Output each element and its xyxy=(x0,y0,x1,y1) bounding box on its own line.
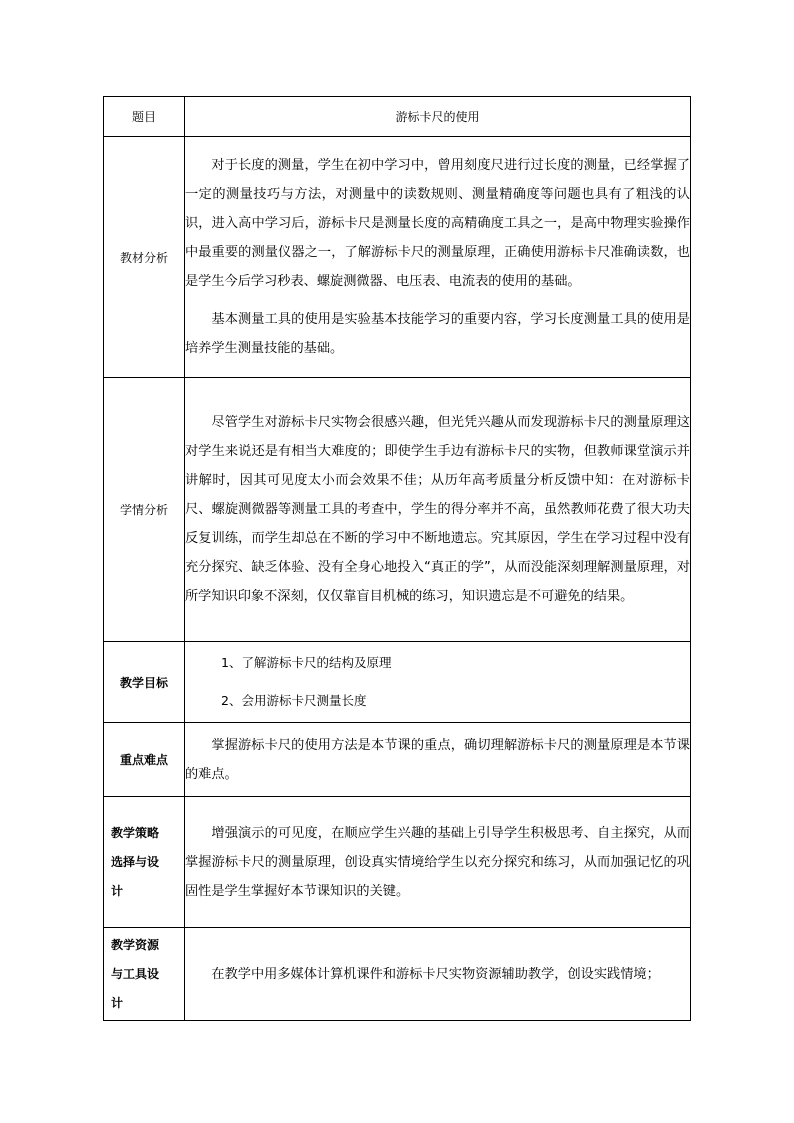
goal-item: 1、了解游标卡尺的结构及原理 xyxy=(221,655,392,670)
row-label-resources xyxy=(104,928,185,1021)
paragraph: 对于长度的测量，学生在初中学习中，曾用刻度尺进行过长度的测量，已经掌握了一定的测量技巧与方法，对测量中的读数规则、测量精确度等问题也具有了粗浅的认识，进入高中学习后，游标卡尺是测量长度的高精确度工具之一，是高中物理实验操作中最重要的测量仪器之一，了解游标卡尺的测量原理，正确使用游标卡尺准确读数，也是学生今后学习秒表、螺旋测微器、电压表、电流表的使用的基础。 xyxy=(185,158,690,289)
cell-key-difficulties xyxy=(185,723,691,797)
row-textbook-analysis xyxy=(104,137,691,378)
row-label-student-analysis: 学情分析 xyxy=(104,378,185,642)
row-teaching-goals xyxy=(104,642,691,723)
lesson-plan-table xyxy=(103,96,691,1021)
row-label-textbook-analysis: 教材分析 xyxy=(104,137,185,378)
row-label-teaching-goals: 教学目标 xyxy=(104,642,185,723)
cell-resources xyxy=(185,928,691,1021)
lesson-title: 游标卡尺的使用 xyxy=(185,97,691,137)
row-strategy xyxy=(104,797,691,928)
goal-item: 2、会用游标卡尺测量长度 xyxy=(221,693,367,708)
cell-textbook-analysis xyxy=(185,137,691,378)
paragraph: 尽管学生对游标卡尺实物会很感兴趣，但光凭兴趣从而发现游标卡尺的测量原理这对学生来说还是有相当大难度的；即使学生手边有游标卡尺的实物，但教师课堂演示并讲解时，因其可见度太小而会效果不佳；从历年高考质量分析反馈中知：在对游标卡尺、螺旋测微器等测量工具的考查中，学生的得分率并不高，虽然教师花费了很大功夫反复训练，而学生却总在不断的学习中不断地遗忘。究其原因，学生在学习过程中没有充分探究、缺乏体验、没有全身心地投入“真正的学”，从而没能深刻理解测量原理，对所学知识印象不深刻，仅仅靠盲目机械的练习，知识遗忘是不可避免的结果。 xyxy=(185,415,690,604)
row-label-text: 教学策略选择与设计 xyxy=(111,825,160,898)
row-label-strategy xyxy=(104,797,185,928)
paragraph: 增强演示的可见度，在顺应学生兴趣的基础上引导学生积极思考、自主探究，从而掌握游标卡尺的测量原理，创设真实情境给学生以充分探究和练习，从而加强记忆的巩固性是学生掌握好本节课知识的关键。 xyxy=(185,825,690,899)
paragraph: 基本测量工具的使用是实验基本技能学习的重要内容，学习长度测量工具的使用是培养学生测量技能的基础。 xyxy=(185,312,690,356)
row-label-key-difficulties: 重点难点 xyxy=(104,723,185,797)
cell-teaching-goals xyxy=(185,642,691,723)
header-label: 题目 xyxy=(104,97,185,137)
paragraph: 在教学中用多媒体计算机课件和游标卡尺实物资源辅助教学，创设实践情境； xyxy=(211,966,660,982)
row-label-text: 教学资源与工具设计 xyxy=(111,937,160,1010)
row-resources xyxy=(104,928,691,1021)
row-student-analysis xyxy=(104,378,691,642)
cell-student-analysis xyxy=(185,378,691,642)
row-key-difficulties xyxy=(104,723,691,797)
paragraph: 掌握游标卡尺的使用方法是本节课的重点，确切理解游标卡尺的测量原理是本节课的难点。 xyxy=(185,738,690,782)
cell-strategy xyxy=(185,797,691,928)
header-row xyxy=(104,97,691,137)
